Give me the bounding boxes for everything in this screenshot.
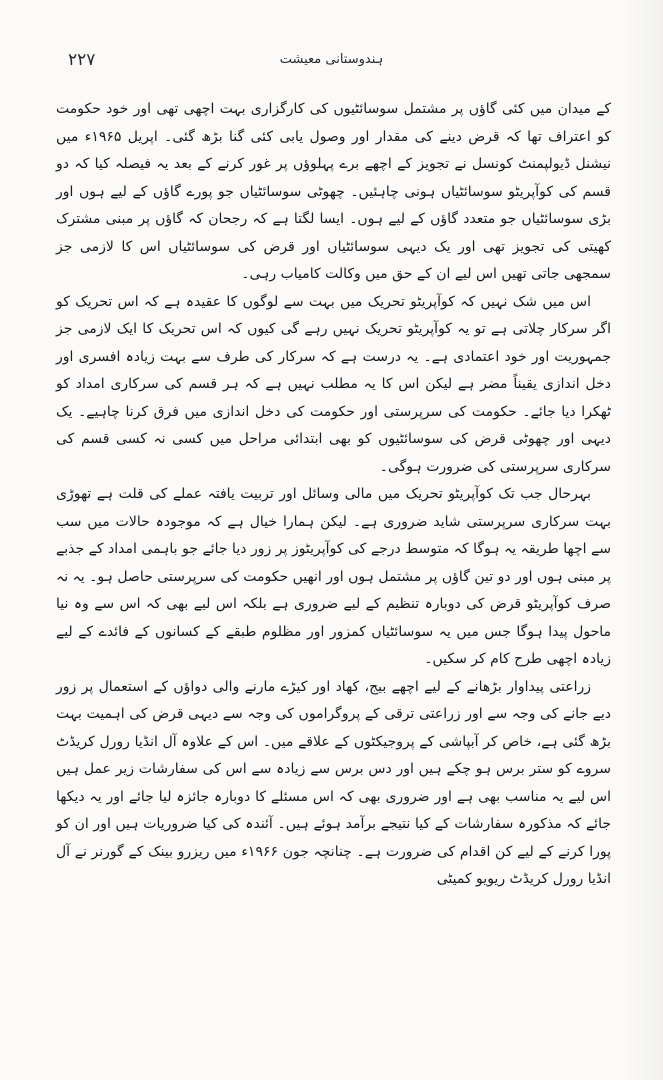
page-edge-shadow [623, 0, 663, 1080]
paragraph-3: بہرحال جب تک کوآپریٹو تحریک میں مالی وسائل اور تربیت یافتہ عملے کی قلت ہے تھوڑی بہت سرکاری سرپرستی شاید ضروری ہے۔ لیکن ہمارا خیال ہے کہ موجودہ حالات میں سب سے اچھا طریقہ یہ ہوگا کہ متوسط درجے کی کوآپریٹوز پر زور دیا جائے جو باہمی امداد کے جذبے پر مبنی ہوں اور دو تین گاؤں پر مشتمل ہوں اور انھیں حکومت کی سرپرستی حاصل ہو۔ یہ نہ صرف کوآپریٹو قرض کی دوبارہ تنظیم کے لیے ضروری ہے بلکہ اس لیے بھی کہ اس سے وہ نیا ماحول پیدا ہوگا جس میں یہ سوسائٹیاں کمزور اور مظلوم طبقے کے کسانوں کے فائدے کے لیے زیادہ اچھی طرح کام کر سکیں۔ [56, 486, 611, 667]
page-header [60, 50, 603, 80]
paragraph-4: زراعتی پیداوار بڑھانے کے لیے اچھے بیج، کھاد اور کیڑے مارنے والی دواؤں کے استعمال پر زور دیے جانے کی وجہ سے اور زراعتی ترقی کے پروگراموں کی وجہ سے دیہی قرض کی اہمیت بہت بڑھ گئی ہے، خاص کر آبپاشی کے پروجیکٹوں کے علاقے میں۔ اس کے علاوہ آل انڈیا رورل کریڈٹ سروے کو ستر برس ہو چکے ہیں اور دس برس سے زیادہ سے اس کی سفارشات زیر عمل ہیں اس لیے یہ مناسب بھی ہے اور ضروری بھی کہ اس مسئلے کا دوبارہ جائزہ لیا جائے اور یہ دیکھا جائے کہ مذکورہ سفارشات کے کیا نتیجے برآمد ہوئے ہیں۔ آئندہ کی کیا ضروریات ہیں اور ان کو پورا کرنے کے لیے کن اقدام کی ضرورت ہے۔ چنانچہ جون ۱۹۶۶ء میں ریزرو بینک کے گورنر نے آل انڈیا رورل کریڈٹ ریویو کمیٹی [56, 678, 611, 887]
paragraph-1: کے میدان میں کئی گاؤں پر مشتمل سوسائٹیوں کی کارگزاری بہت اچھی تھی اور خود حکومت کو اعتراف تھا کہ قرض دینے کی مقدار اور وصول یابی کئی گنا بڑھ گئی۔ اپریل ۱۹۶۵ء میں نیشنل ڈیولپمنٹ کونسل نے تجویز کے اچھے برے پہلوؤں پر غور کرنے کے بعد یہ فیصلہ کیا کہ دو قسم کی کوآپریٹو سوسائٹیاں ہونی چاہئیں۔ چھوٹی سوسائٹیاں جو پورے گاؤں کے لیے ہوں اور بڑی سوسائٹیاں جو متعدد گاؤں کے لیے ہوں۔ ایسا لگتا ہے کہ رجحان کہ گاؤں پر مبنی مشترک کھیتی کی تجویز تھی اور یک دیہی سوسائٹیاں اور قرض کی سوسائٹیاں اس کا لازمی جز سمجھی جاتی تھیں اس لیے ان کے حق میں وکالت کامیاب رہی۔ [56, 101, 611, 282]
running-title: ہندوستانی معیشت [279, 52, 384, 67]
paragraph-2: اس میں شک نہیں کہ کوآپریٹو تحریک میں بہت سے لوگوں کا عقیدہ ہے کہ اس تحریک کو اگر سرکار چلاتی ہے تو یہ کوآپریٹو تحریک نہیں رہے گی کیوں کہ اس تحریک کا ایک لازمی جز جمہوریت اور خود اعتمادی ہے۔ یہ درست ہے کہ سرکار کی طرف سے بہت زیادہ افسری اور دخل اندازی یقیناً مضر ہے لیکن اس کا یہ مطلب نہیں ہے کہ ہر قسم کی سرکاری امداد کو ٹھکرا دیا جائے۔ حکومت کی سرپرستی اور حکومت کی دخل اندازی میں فرق کرنا چاہیے۔ یک دیہی اور چھوٹی قرض کی سوسائٹیوں کو بھی ابتدائی مراحل میں کسی نہ کسی قسم کی سرکاری سرپرستی کی ضرورت ہوگی۔ [56, 293, 611, 475]
body-text [56, 96, 611, 894]
page-number: ۲۲۷ [68, 50, 96, 70]
